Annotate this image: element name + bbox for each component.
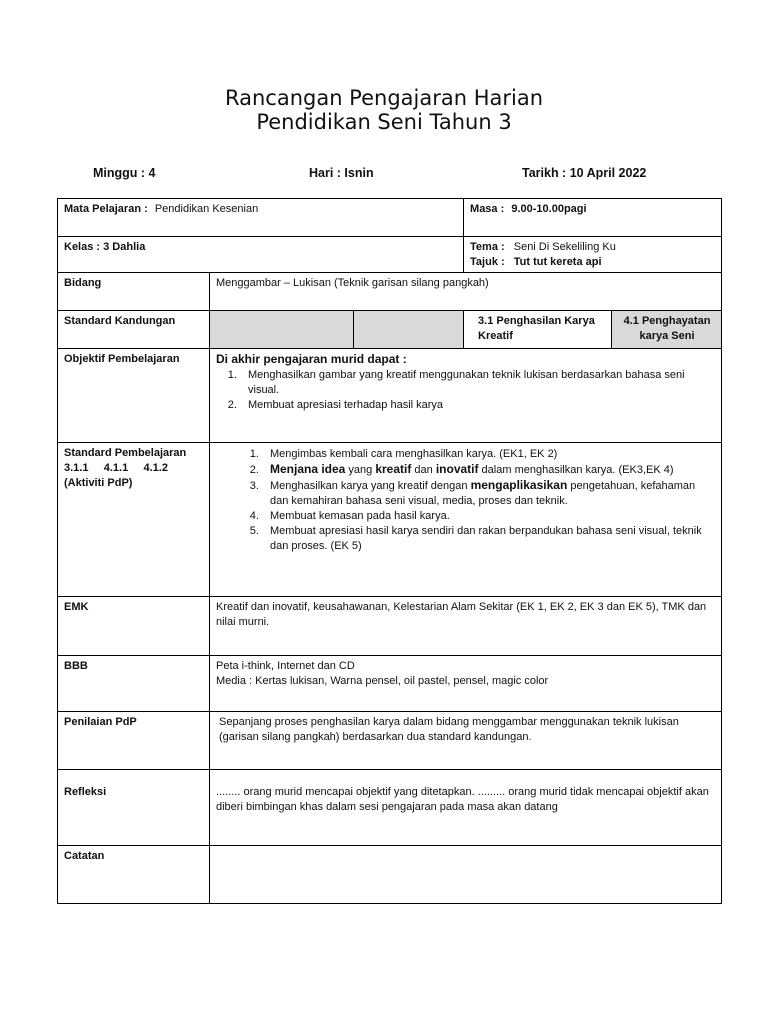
aktiviti-item: 4. Membuat kemasan pada hasil karya. [262,509,716,524]
masa-value: 9.00-10.00pagi [511,203,587,215]
sk-empty-cell-2 [354,311,464,349]
aktiviti-item: 2. Menjana idea yang kreatif dan inovatif dalam menghasilkan karya. (EK3,EK 4) [262,462,716,478]
row-mata-pelajaran [58,199,722,237]
refleksi-value: ........ orang murid mencapai objektif yang ditetapkan. ......... orang murid tidak mencapai objektif akan diberi bimbingan khas dalam sesi pengajaran pada masa akan datang [210,770,722,846]
tajuk-label: Tajuk : [470,256,505,268]
penilaian-label: Penilaian PdP [58,712,210,770]
aktiviti-item: 5. Membuat apresiasi hasil karya sendiri dan rakan berpandukan bahasa seni visual, teknik dan proses. (EK 5) [262,524,716,554]
row-bidang [58,273,722,311]
objektif-item: 1. Menghasilkan gambar yang kreatif menggunakan teknik lukisan berdasarkan bahasa seni visual. [240,368,716,398]
standard-pembelajaran-cell [58,443,210,597]
hari-field: Hari : Isnin [309,166,374,180]
row-standard-pembelajaran [58,443,722,597]
kelas-label: Kelas : 3 Dahlia [64,241,146,253]
sk-penghayatan-karya: 4.1 Penghayatan karya Seni [612,311,722,349]
tema-cell [464,237,722,273]
emk-value: Kreatif dan inovatif, keusahawanan, Kelestarian Alam Sekitar (EK 1, EK 2, EK 3 dan EK 5), TMK dan nilai murni. [210,597,722,656]
objektif-item: 2. Membuat apresiasi terhadap hasil karya [240,398,716,413]
aktiviti-list [216,447,716,554]
bbb-line: Media : Kertas lukisan, Warna pensel, oil pastel, pensel, magic color [216,675,549,687]
mata-pelajaran-value: Pendidikan Kesenian [154,203,259,215]
row-bbb [58,656,722,712]
document-subtitle: Pendidikan Seni Tahun 3 [256,110,512,134]
tema-value: Seni Di Sekeliling Ku [513,241,616,253]
objektif-label: Objektif Pembelajaran [58,349,210,443]
catatan-label: Catatan [58,846,210,904]
bbb-line: Peta i-think, Internet dan CD [216,660,355,672]
row-emk [58,597,722,656]
standard-kandungan-label: Standard Kandungan [58,311,210,349]
kelas-cell [58,237,464,273]
objektif-list [216,368,716,413]
penilaian-value: Sepanjang proses penghasilan karya dalam bidang menggambar menggunakan teknik lukisan (garisan silang pangkah) berdasarkan dua standard kandungan. [210,712,722,770]
sk-penghasilan-karya: 3.1 Penghasilan Karya Kreatif [464,311,612,349]
aktiviti-pdp-label: (Aktiviti PdP) [64,477,133,489]
bidang-value: Menggambar – Lukisan (Teknik garisan silang pangkah) [210,273,722,311]
standard-pembelajaran-content [210,443,722,597]
objektif-content [210,349,722,443]
row-catatan [58,846,722,904]
tajuk-value: Tut tut kereta api [513,256,602,268]
standard-pembelajaran-label: Standard Pembelajaran [64,447,187,459]
document-title: Rancangan Pengajaran Harian [224,86,544,110]
lesson-plan-table [57,198,722,904]
row-standard-kandungan [58,311,722,349]
masa-cell [464,199,722,237]
mata-pelajaran-label: Mata Pelajaran : [64,203,148,215]
tarikh-field: Tarikh : 10 April 2022 [522,166,647,180]
minggu-field: Minggu : 4 [93,166,156,180]
bbb-content [210,656,722,712]
tema-label: Tema : [470,241,505,253]
standard-pembelajaran-codes: 3.1.1 4.1.1 4.1.2 [64,462,168,474]
aktiviti-item: 3. Menghasilkan karya yang kreatif dengan mengaplikasikan pengetahuan, kefahaman dan kemahiran bahasa seni visual, media, proses dan teknik. [262,478,716,509]
refleksi-label: Refleksi [58,770,210,846]
emk-label: EMK [58,597,210,656]
row-refleksi [58,770,722,846]
bidang-label: Bidang [58,273,210,311]
aktiviti-item: 1. Mengimbas kembali cara menghasilkan karya. (EK1, EK 2) [262,447,716,462]
mata-pelajaran-cell [58,199,464,237]
row-kelas [58,237,722,273]
bbb-label: BBB [58,656,210,712]
objektif-intro: Di akhir pengajaran murid dapat : [216,352,407,366]
sk-empty-cell-1 [210,311,354,349]
catatan-value[interactable] [210,846,722,904]
masa-label: Masa : [470,203,505,215]
row-penilaian [58,712,722,770]
row-objektif [58,349,722,443]
